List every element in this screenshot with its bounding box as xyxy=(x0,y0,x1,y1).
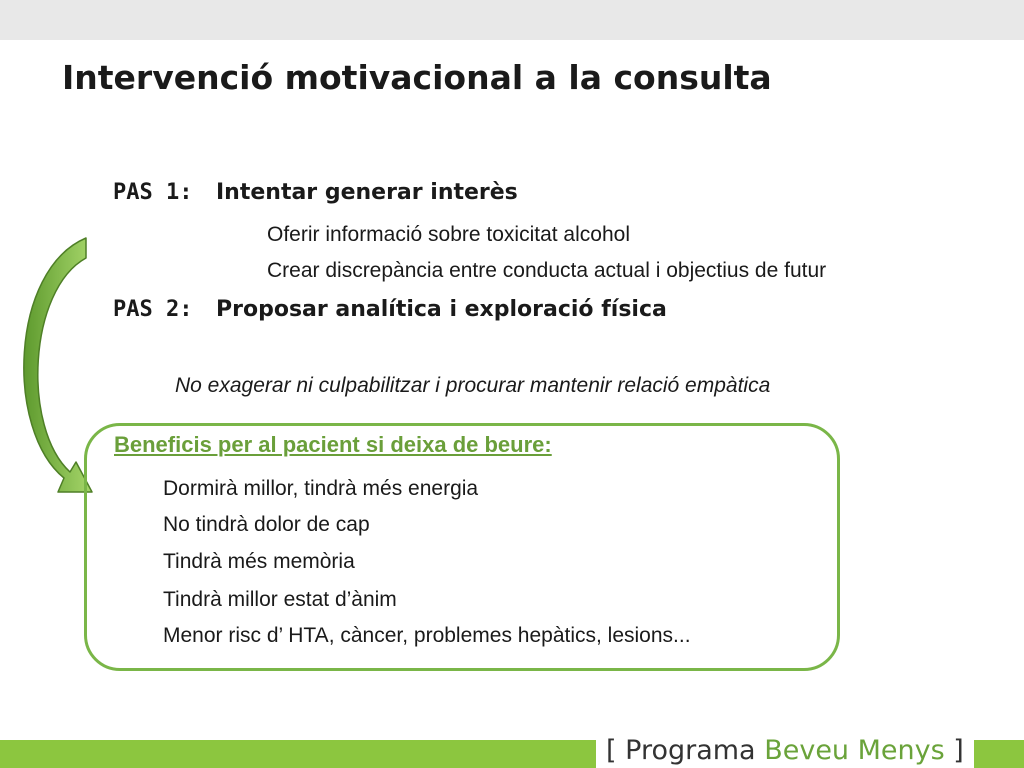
step-2-text: Proposar analítica i exploració física xyxy=(216,297,667,322)
logo-open-bracket: [ xyxy=(606,735,617,766)
benefits-title: Beneficis per al pacient si deixa de beure: xyxy=(114,432,552,457)
step-2-number: PAS 2: xyxy=(113,297,193,322)
logo-word-beveu-menys: Beveu Menys xyxy=(764,735,945,766)
step-1-item-2: Crear discrepància entre conducta actual i objectius de futur xyxy=(267,259,827,282)
empathy-note: No exagerar ni culpabilitzar i procurar mantenir relació empàtica xyxy=(175,374,771,397)
step-1-item-1: Oferir informació sobre toxicitat alcohol xyxy=(267,223,630,246)
benefit-item: Menor risc d’ HTA, càncer, problemes hepàtics, lesions... xyxy=(163,624,691,647)
top-band xyxy=(0,0,1024,40)
benefit-item: Tindrà millor estat d’ànim xyxy=(163,588,397,611)
logo-close-bracket: ] xyxy=(953,735,964,766)
benefit-item: Dormirà millor, tindrà més energia xyxy=(163,477,479,500)
benefit-item: Tindrà més memòria xyxy=(163,550,355,573)
logo-word-programa: Programa xyxy=(625,735,756,766)
step-1-number: PAS 1: xyxy=(113,180,193,205)
slide-title: Intervenció motivacional a la consulta xyxy=(62,58,772,97)
benefit-item: No tindrà dolor de cap xyxy=(163,513,370,536)
program-logo xyxy=(596,734,974,768)
step-1 xyxy=(113,180,518,205)
step-1-text: Intentar generar interès xyxy=(216,180,518,205)
step-2 xyxy=(113,297,667,322)
